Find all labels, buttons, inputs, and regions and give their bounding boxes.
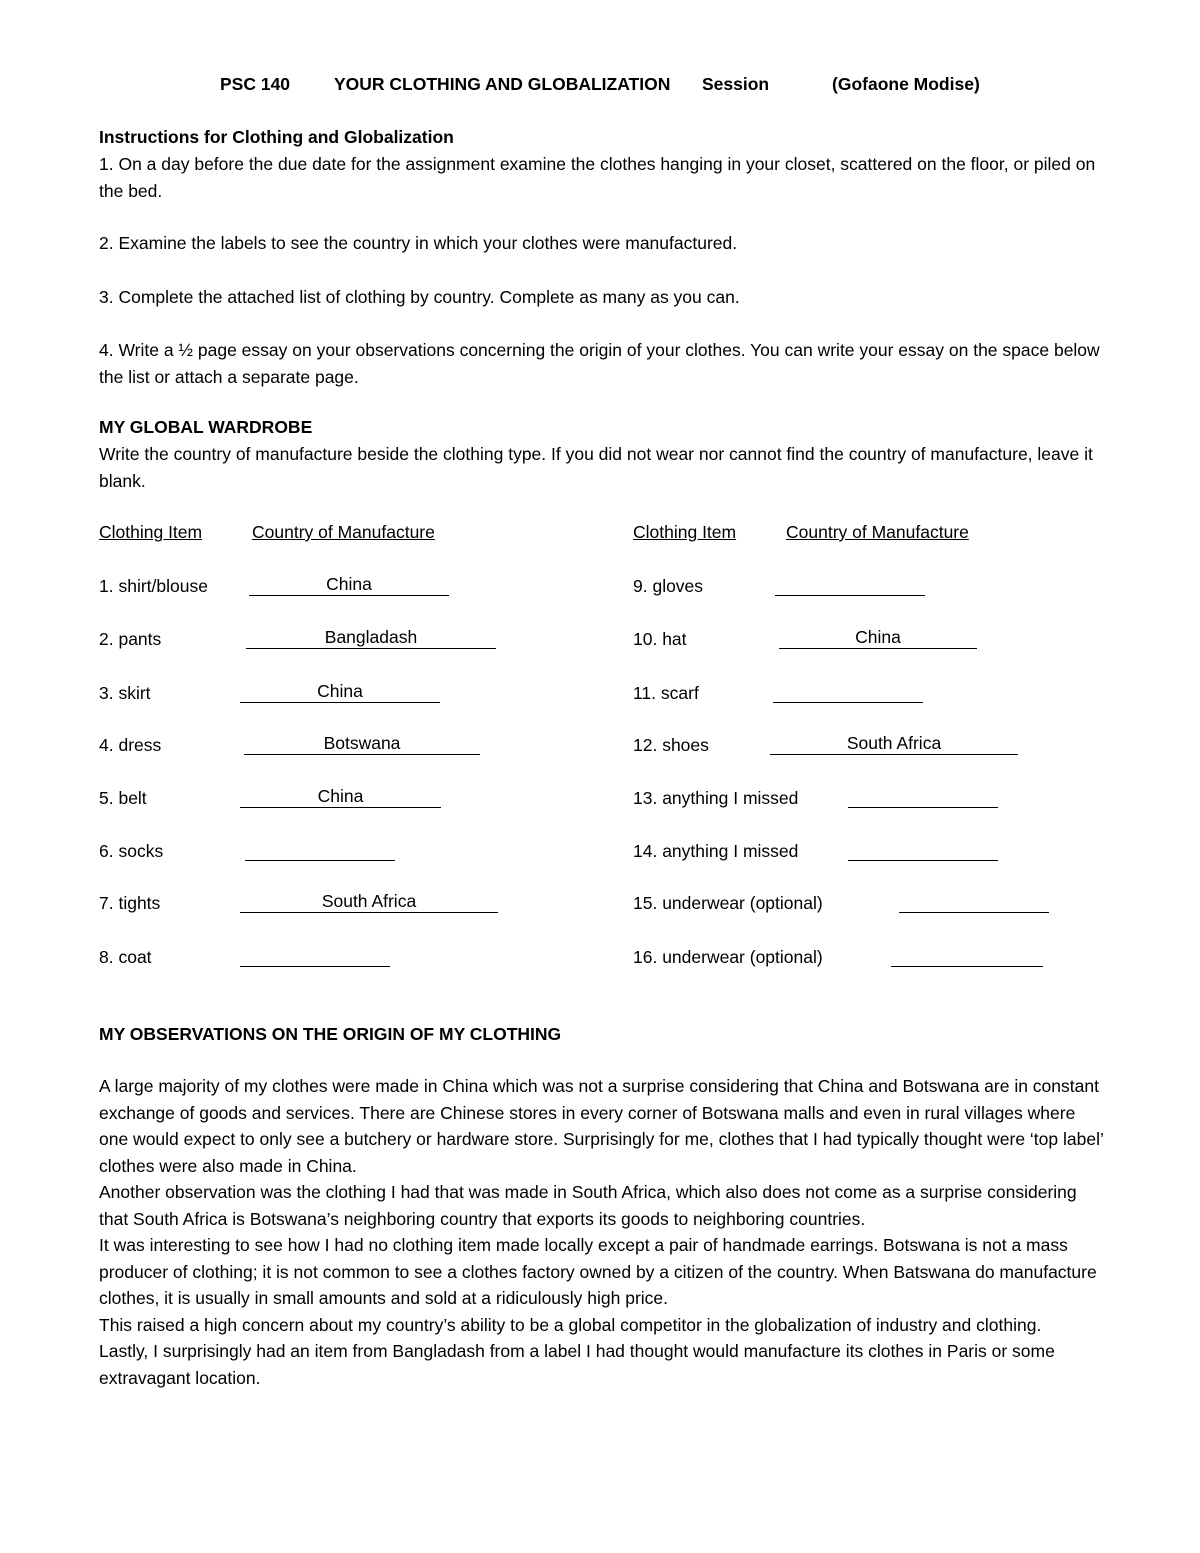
- clothing-item-label: 1. shirt/blouse: [99, 576, 208, 596]
- column-header-country-left: Country of Manufacture: [252, 522, 435, 542]
- assignment-title: YOUR CLOTHING AND GLOBALIZATION: [334, 74, 671, 94]
- country-field[interactable]: Botswana: [244, 732, 480, 755]
- country-field[interactable]: [848, 838, 998, 861]
- clothing-item-label: 7. tights: [99, 893, 161, 913]
- column-header-item-right: Clothing Item: [633, 522, 737, 542]
- country-field[interactable]: South Africa: [240, 890, 498, 913]
- essay-paragraph: Another observation was the clothing I had that was made in South Africa, which also does not come as a surprise considering that South Africa is Botswana’s neighboring country that exports its goods to neighboring countries.: [99, 1182, 1077, 1229]
- clothing-item-label: 4. dress: [99, 735, 162, 755]
- country-field[interactable]: China: [249, 573, 449, 596]
- clothing-item-label: 9. gloves: [633, 576, 704, 596]
- observations-essay: [99, 1073, 1109, 1391]
- country-field[interactable]: [848, 785, 998, 808]
- clothing-item-label: 12. shoes: [633, 735, 709, 755]
- essay-paragraph: This raised a high concern about my country’s ability to be a global competitor in the globalization of industry and clothing.: [99, 1314, 1042, 1335]
- clothing-item-label: 14. anything I missed: [633, 841, 799, 861]
- country-field[interactable]: South Africa: [770, 732, 1018, 755]
- instruction-step-1: 1. On a day before the due date for the assignment examine the clothes hanging in your closet, scattered on the floor, or piled on the bed.: [99, 154, 1096, 201]
- country-field[interactable]: [773, 680, 923, 703]
- clothing-item-label: 6. socks: [99, 841, 164, 861]
- wardrobe-description: Write the country of manufacture beside the clothing type. If you did not wear nor cannot find the country of manufacture, leave it blank.: [99, 444, 1093, 491]
- essay-paragraph: Lastly, I surprisingly had an item from Bangladash from a label I had thought would manufacture its clothes in Paris or some extravagant location.: [99, 1341, 1055, 1388]
- clothing-item-label: 8. coat: [99, 947, 152, 967]
- instructions-heading: Instructions for Clothing and Globalization: [99, 127, 454, 147]
- clothing-item-label: 15. underwear (optional): [633, 893, 823, 913]
- session-label: Session: [702, 74, 770, 94]
- country-field[interactable]: China: [240, 680, 440, 703]
- country-field[interactable]: [775, 573, 925, 596]
- essay-paragraph: It was interesting to see how I had no clothing item made locally except a pair of handmade earrings. Botswana is not a mass producer of clothing; it is not common to see a clothes factory owned by a citizen of the country. When Batswana do manufacture clothes, it is usually in small amounts and sold at a ridiculously high price.: [99, 1235, 1097, 1308]
- clothing-item-label: 10. hat: [633, 629, 687, 649]
- country-field[interactable]: [891, 944, 1043, 967]
- course-code: PSC 140: [220, 74, 291, 94]
- clothing-item-label: 2. pants: [99, 629, 162, 649]
- clothing-item-label: 3. skirt: [99, 683, 151, 703]
- country-field[interactable]: [899, 890, 1049, 913]
- country-field[interactable]: [245, 838, 395, 861]
- column-header-country-right: Country of Manufacture: [786, 522, 969, 542]
- essay-paragraph: A large majority of my clothes were made in China which was not a surprise considering that China and Botswana are in constant exchange of goods and services. There are Chinese stores in every corner of Botswana malls and even in rural villages where one would expect to only see a butchery or hardware store. Surprisingly for me, clothes that I had typically thought were ‘top label’ clothes were also made in China.: [99, 1076, 1104, 1176]
- clothing-item-label: 11. scarf: [633, 683, 699, 703]
- observations-heading: MY OBSERVATIONS ON THE ORIGIN OF MY CLOTHING: [99, 1024, 562, 1044]
- instruction-step-4: 4. Write a ½ page essay on your observations concerning the origin of your clothes. You can write your essay on the space below the list or attach a separate page.: [99, 340, 1100, 387]
- instruction-step-3: 3. Complete the attached list of clothing by country. Complete as many as you can.: [99, 287, 740, 307]
- clothing-item-label: 13. anything I missed: [633, 788, 799, 808]
- instruction-step-2: 2. Examine the labels to see the country in which your clothes were manufactured.: [99, 233, 738, 253]
- column-header-item-left: Clothing Item: [99, 522, 203, 542]
- wardrobe-heading: MY GLOBAL WARDROBE: [99, 417, 313, 437]
- student-name: (Gofaone Modise): [832, 74, 980, 94]
- country-field[interactable]: China: [779, 626, 977, 649]
- clothing-item-label: 16. underwear (optional): [633, 947, 823, 967]
- clothing-item-label: 5. belt: [99, 788, 147, 808]
- country-field[interactable]: Bangladash: [246, 626, 496, 649]
- country-field[interactable]: China: [240, 785, 441, 808]
- country-field[interactable]: [240, 944, 390, 967]
